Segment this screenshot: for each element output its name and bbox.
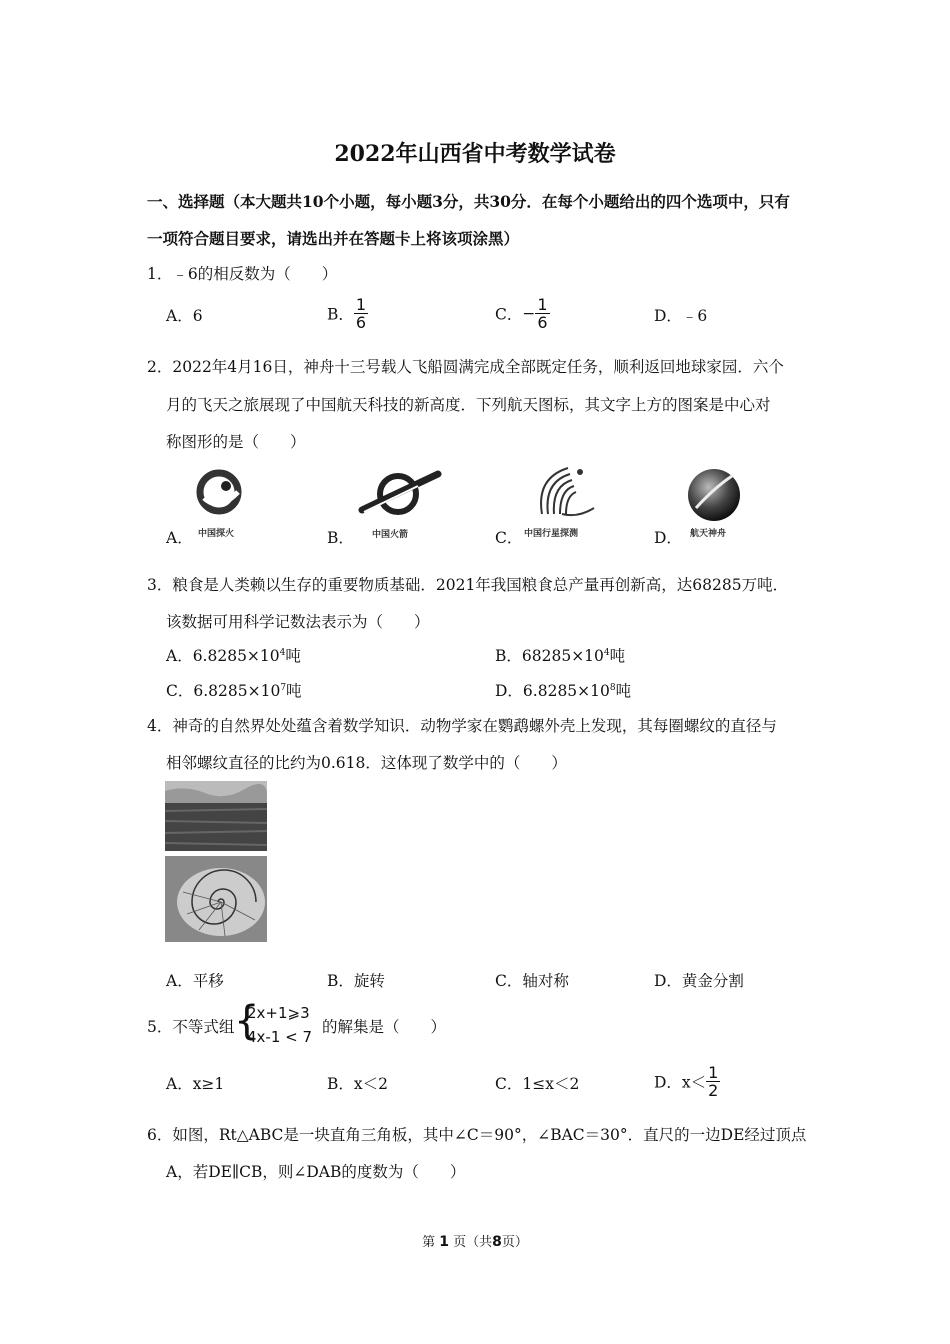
nautilus-shell-photo bbox=[165, 856, 267, 942]
page-number: 1 bbox=[439, 1234, 449, 1250]
question-5-prefix: 5．不等式组 bbox=[147, 1018, 235, 1036]
q3-option-b: B．$68285\times 10^4$吨 bbox=[495, 647, 626, 665]
q4-option-c: C．轴对称 bbox=[495, 972, 569, 990]
question-3-line2: 该数据可用科学记数法表示为（ ） bbox=[166, 613, 430, 631]
q4-option-a: A．平移 bbox=[166, 972, 224, 990]
q1-option-c-label: C． bbox=[495, 305, 523, 324]
q1-option-b bbox=[327, 296, 368, 331]
question-3-line1: 3．粮食是人类赖以生存的重要物质基础．2021年我国粮食总产量再创新高，达68285万吨． bbox=[147, 576, 789, 594]
logo-caption-c: 中国行星探测 bbox=[524, 529, 579, 539]
page-footer: 第 1 页（共8页） bbox=[422, 1234, 528, 1250]
q1-option-d: D．﹣6 bbox=[654, 307, 708, 325]
q1-option-b-label: B． bbox=[327, 305, 354, 324]
section-heading-line2: 一项符合题目要求，请选出并在答题卡上将该项涂黑） bbox=[147, 229, 520, 248]
question-4-line1: 4．神奇的自然界处处蕴含着数学知识．动物学家在鹦鹉螺外壳上发现，其每圈螺纹的直径与 bbox=[147, 717, 777, 735]
logo-china-rocket-icon bbox=[358, 466, 442, 522]
page-title: 2022年山西省中考数学试卷 bbox=[334, 141, 616, 167]
q4-option-d: D．黄金分割 bbox=[654, 972, 744, 990]
logo-china-mars-icon bbox=[188, 468, 250, 518]
total-pages: 8 bbox=[492, 1234, 502, 1250]
q1-option-a: A．6 bbox=[166, 307, 203, 325]
q5-option-a: A．x≥1 bbox=[166, 1075, 225, 1093]
q2-option-a: A． bbox=[166, 529, 193, 547]
section-heading-line1: 一、选择题（本大题共10个小题，每小题3分，共30分．在每个小题给出的四个选项中，只有 bbox=[147, 192, 790, 211]
question-4-line2: 相邻螺纹直径的比约为0.618．这体现了数学中的（ ） bbox=[166, 754, 567, 772]
q2-option-b: B． bbox=[327, 529, 354, 547]
question-5-suffix: 的解集是（ ） bbox=[322, 1018, 447, 1036]
question-2-line2: 月的飞天之旅展现了中国航天科技的新高度．下列航天图标，其文字上方的图案是中心对 bbox=[166, 396, 771, 414]
question-2-line1: 2．2022年4月16日，神舟十三号载人飞船圆满完成全部既定任务，顺利返回地球家园．六个 bbox=[147, 358, 784, 376]
logo-planetary-exploration-icon bbox=[528, 462, 598, 524]
landscape-photo bbox=[165, 781, 267, 851]
question-2-line3: 称图形的是（ ） bbox=[166, 433, 306, 451]
q3-option-d: D．$6.8285\times 10^8$吨 bbox=[495, 682, 632, 700]
q1-option-c: C．− $\frac{1}{6}$ bbox=[495, 295, 548, 332]
q4-option-b: B．旋转 bbox=[327, 972, 385, 990]
q3-option-a: A．$6.8285\times 10^4$吨 bbox=[166, 647, 301, 665]
logo-shenzhou-icon bbox=[684, 468, 744, 522]
question-6-line1: 6．如图，Rt△ABC是一块直角三角板，其中∠C＝90°，∠BAC＝30°．直尺的一边DE经过顶点 bbox=[147, 1126, 807, 1144]
logo-caption-d: 航天神舟 bbox=[690, 529, 727, 539]
q5-option-b: B．x＜2 bbox=[327, 1075, 388, 1093]
logo-caption-b: 中国火箭 bbox=[372, 530, 409, 540]
question-1-stem: 1．﹣6的相反数为（ ） bbox=[147, 265, 338, 283]
q1-option-b-fraction: $\frac{1}{6}$ bbox=[355, 295, 367, 332]
q3-option-c: C．$6.8285\times 10^7$吨 bbox=[166, 682, 302, 700]
q2-option-c: C． bbox=[495, 529, 523, 547]
logo-caption-a: 中国探火 bbox=[198, 529, 235, 539]
q5-option-c: C．1≤x＜2 bbox=[495, 1075, 580, 1093]
question-6-line2: A，若DE∥CB，则∠DAB的度数为（ ） bbox=[166, 1163, 466, 1181]
q5-option-d-fraction: $\frac{1}{2}$ bbox=[708, 1063, 719, 1100]
inequality-2: 4x-1 < 7 bbox=[247, 1028, 313, 1046]
q5-option-d: D．x＜ $\frac{1}{2}$ bbox=[654, 1063, 719, 1100]
inequality-1: 2x+1⩾3 bbox=[247, 1004, 310, 1022]
q1-option-c-fraction: $\frac{1}{6}$ bbox=[537, 295, 548, 332]
system-brace-icon: { bbox=[234, 998, 260, 1044]
q2-option-d: D． bbox=[654, 529, 682, 547]
